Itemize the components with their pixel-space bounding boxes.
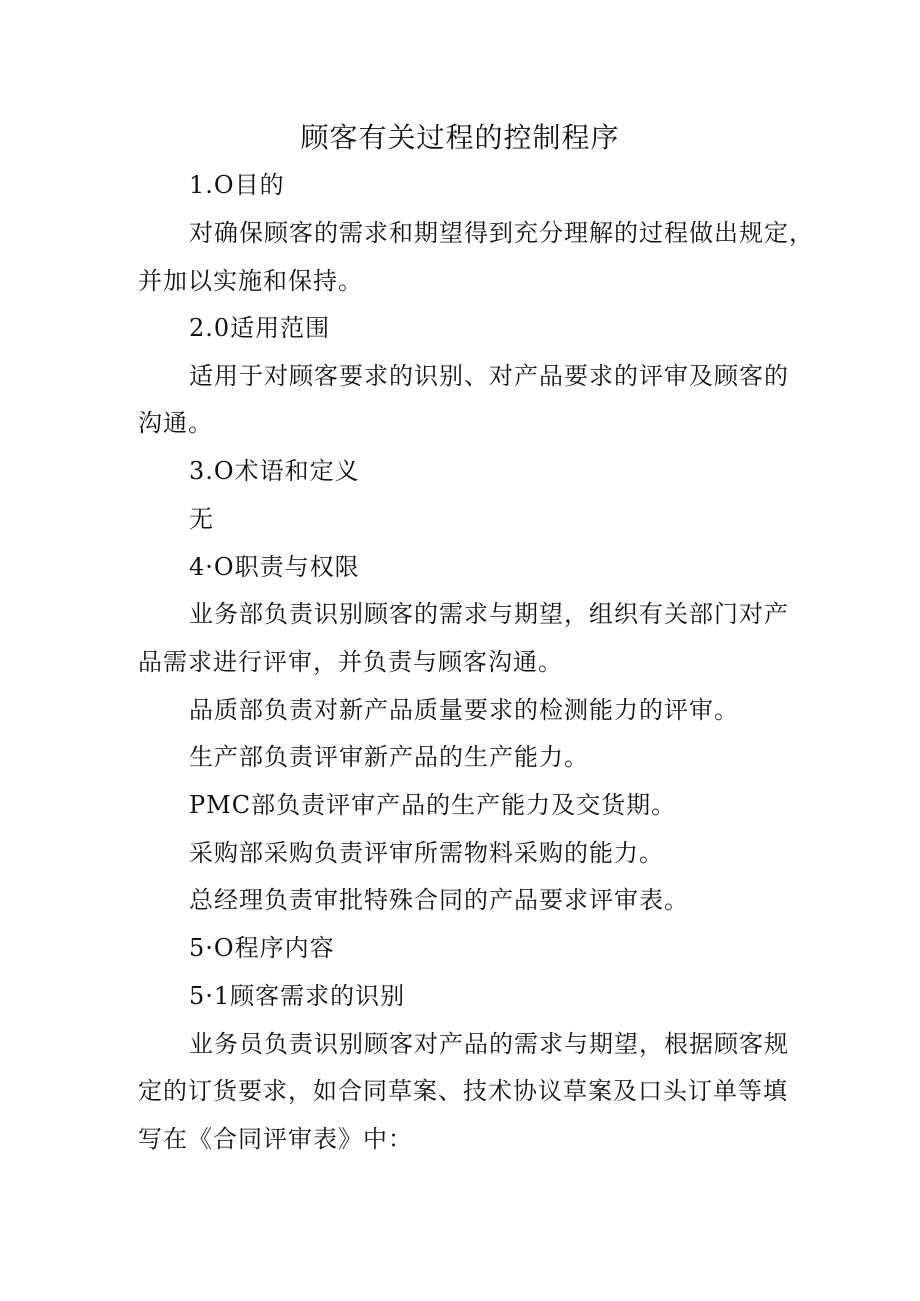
paragraph-line: 对确保顾客的需求和期望得到充分理解的过程做出规定， bbox=[189, 219, 814, 247]
paragraph-line: 总经理负责审批特殊合同的产品要求评审表。 bbox=[189, 886, 689, 914]
subsection-heading: 5·1顾客需求的识别 bbox=[189, 982, 406, 1010]
paragraph-line: 品需求进行评审，并负责与顾客沟通。 bbox=[138, 648, 563, 676]
paragraph-line: 生产部负责评审新产品的生产能力。 bbox=[189, 743, 589, 771]
paragraph-line: 无 bbox=[189, 505, 214, 533]
paragraph-line: 采购部采购负责评审所需物料采购的能力。 bbox=[189, 839, 664, 867]
paragraph-line: 定的订货要求，如合同草案、技术协议草案及口头订单等填 bbox=[138, 1077, 788, 1105]
paragraph-line: PMC部负责评审产品的生产能力及交货期。 bbox=[189, 791, 677, 819]
section-heading-procedure: 5·O程序内容 bbox=[189, 934, 335, 962]
document-title: 顾客有关过程的控制程序 bbox=[300, 121, 620, 154]
paragraph-line: 写在《合同评审表》中： bbox=[138, 1125, 413, 1153]
section-heading-terms: 3.O术语和定义 bbox=[189, 457, 360, 485]
section-heading-scope: 2.0适用范围 bbox=[189, 314, 331, 342]
paragraph-line: 并加以实施和保持。 bbox=[138, 267, 363, 295]
paragraph-line: 适用于对顾客要求的识别、对产品要求的评审及顾客的 bbox=[189, 362, 789, 390]
paragraph-line: 业务部负责识别顾客的需求与期望，组织有关部门对产 bbox=[189, 600, 789, 628]
paragraph-line: 业务员负责识别顾客对产品的需求与期望，根据顾客规 bbox=[189, 1030, 789, 1058]
paragraph-line: 品质部负责对新产品质量要求的检测能力的评审。 bbox=[189, 696, 739, 724]
section-heading-responsibilities: 4·O职责与权限 bbox=[189, 553, 360, 581]
paragraph-line: 沟通。 bbox=[138, 409, 213, 437]
section-heading-purpose: 1.O目的 bbox=[189, 171, 285, 199]
